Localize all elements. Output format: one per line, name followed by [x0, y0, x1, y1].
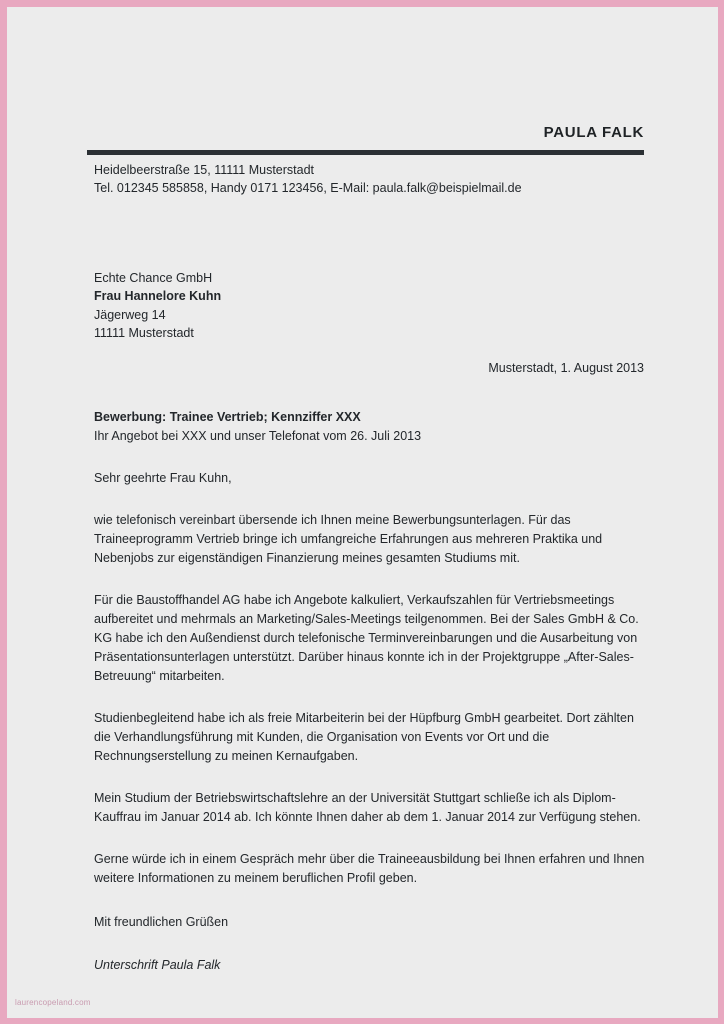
signature-line: Unterschrift Paula Falk	[94, 958, 221, 972]
letter-sheet	[7, 7, 718, 1018]
body-paragraph-2: Für die Baustoffhandel AG habe ich Angebote kalkuliert, Verkaufszahlen für Vertriebsmeetings aufbereitet und mehrmals an Marketing/Sales-Meetings teilgenommen. Bei der Sales GmbH & Co. KG habe ich den Außendienst durch telefonische Terminvereinbarungen und die Ausarbeitung von Präsentationsunterlagen unterstützt. Darüber hinaus konnte ich in der Projektgruppe „After-Sales-Betreuung“ mitarbeiten.	[94, 593, 639, 683]
letter-body	[94, 408, 650, 975]
subject-line: Bewerbung: Trainee Vertrieb; Kennziffer XXX	[94, 410, 361, 424]
body-paragraph-4: Mein Studium der Betriebswirtschaftslehre an der Universität Stuttgart schließe ich als Diplom-Kauffrau im Januar 2014 ab. Ich könnte Ihnen daher ab dem 1. Januar 2014 zur Verfügung stehen.	[94, 791, 641, 824]
watermark: laurencopeland.com	[15, 998, 91, 1007]
body-paragraph-1: wie telefonisch vereinbart übersende ich Ihnen meine Bewerbungsunterlagen. Für das Traineeprogramm Vertrieb bringe ich umfangreiche Erfahrungen aus mehreren Praktika und Nebenjobs zur eigenständigen Finanzierung meines gesamten Studiums mit.	[94, 513, 603, 565]
salutation: Sehr geehrte Frau Kuhn,	[94, 471, 232, 485]
date-line: Musterstadt, 1. August 2013	[488, 361, 644, 375]
reference-line: Ihr Angebot bei XXX und unser Telefonat vom 26. Juli 2013	[94, 429, 422, 443]
recipient-person: Frau Hannelore Kuhn	[94, 289, 222, 304]
letterhead-rule	[87, 150, 644, 155]
recipient-street: Jägerweg 14	[94, 307, 166, 322]
body-paragraph-3: Studienbegleitend habe ich als freie Mitarbeiterin bei der Hüpfburg GmbH gearbeitet. Dort zählten die Verhandlungsführung mit Kunden, die Organisation von Events vor Ort und die Rechnungserstellung zu meinen Kernaufgaben.	[94, 711, 634, 763]
body-paragraph-5: Gerne würde ich in einem Gespräch mehr über die Traineeausbildung bei Ihnen erfahren und Ihnen weitere Informationen zu meinem beruflichen Profil geben.	[94, 852, 645, 885]
sender-name: PAULA FALK	[543, 124, 644, 141]
letterhead	[87, 125, 644, 197]
sender-contact-block	[87, 161, 644, 197]
recipient-city: 11111 Musterstadt	[94, 326, 194, 341]
recipient-company: Echte Chance GmbH	[94, 271, 213, 285]
sender-contact-line: Tel. 012345 585858, Handy 0171 123456, E-Mail: paula.falk@beispielmail.de	[94, 180, 522, 195]
recipient-address-block	[94, 269, 221, 343]
sender-address-line: Heidelbeerstraße 15, 11111 Musterstadt	[94, 162, 315, 177]
closing-line: Mit freundlichen Grüßen	[94, 915, 229, 929]
